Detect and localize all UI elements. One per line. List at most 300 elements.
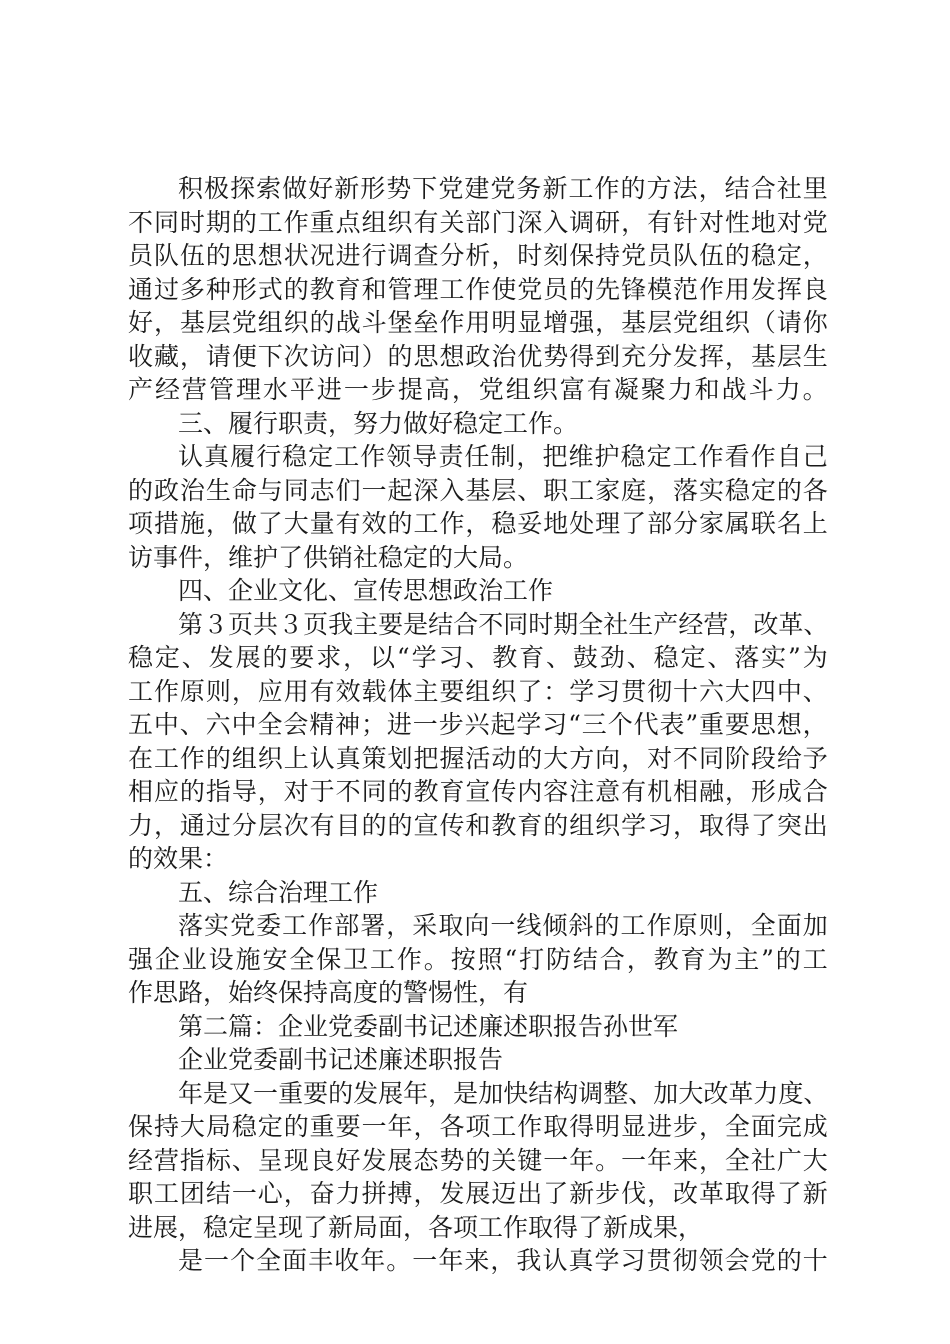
text-char: 要 — [439, 676, 465, 706]
text-char: 应 — [257, 676, 283, 706]
text-char: 得 — [569, 1112, 595, 1141]
text-char: 认 — [542, 1246, 568, 1275]
text-char: 项 — [465, 1112, 491, 1141]
text-char: 行 — [256, 442, 282, 471]
text-char: 显 — [517, 308, 543, 337]
text-char: 、 — [803, 609, 829, 639]
text-char: ， — [205, 509, 231, 538]
text-char: 以 — [370, 643, 396, 672]
text-char: 力 — [667, 375, 693, 404]
text-char: 向 — [595, 743, 621, 773]
text-char: 庭 — [621, 475, 647, 505]
text-char: ； — [361, 710, 387, 739]
text-char: ” — [761, 944, 774, 974]
text-char: 上 — [802, 509, 828, 538]
text-char: 倾 — [542, 911, 568, 940]
text-char: 工 — [672, 442, 698, 471]
text-line — [128, 340, 828, 374]
text-char: 予 — [802, 743, 828, 773]
text-char: 的 — [543, 810, 569, 840]
text-char: ， — [413, 1112, 439, 1141]
text-char: 发 — [353, 1078, 379, 1108]
text-char: 表 — [659, 710, 685, 739]
text-char: 好 — [308, 174, 334, 203]
text-char: 理 — [413, 274, 439, 304]
text-char: 下 — [257, 341, 283, 371]
text-char: 一 — [412, 710, 438, 739]
text-char: 点 — [335, 207, 361, 237]
text-char: 行 — [361, 241, 387, 270]
text-char: 发 — [750, 274, 776, 304]
text-char: 用 — [724, 274, 750, 304]
text-char: 主 — [734, 944, 760, 974]
text-char: 挥 — [776, 274, 802, 304]
text-char: 实 — [698, 475, 724, 505]
text-char: 发 — [361, 1145, 387, 1175]
text-char: 搏 — [387, 1179, 413, 1208]
text-char: 面 — [776, 911, 802, 940]
text-char: 分 — [673, 509, 699, 538]
text-char: 标 — [205, 1145, 231, 1175]
text-char: 四 — [750, 676, 776, 706]
text-char: 握 — [439, 743, 465, 773]
text-char: 部 — [465, 207, 491, 237]
text-char: 层 — [491, 475, 517, 505]
text-line — [128, 273, 828, 307]
text-char: 访 — [309, 341, 335, 371]
text-char: 时 — [179, 207, 205, 237]
text-char: 育 — [680, 944, 706, 974]
text-line — [128, 708, 828, 742]
text-char: 产 — [653, 609, 679, 639]
text-char: 大 — [678, 1078, 704, 1108]
text-char: 政 — [465, 341, 491, 371]
text-char: 向 — [464, 911, 490, 940]
text-char: 社 — [750, 1145, 776, 1175]
text-char: 快 — [503, 1078, 529, 1108]
text-char: 设 — [208, 944, 234, 974]
text-char: 防 — [546, 944, 572, 974]
text-char: 工 — [153, 743, 179, 773]
text-char: 成 — [802, 1112, 828, 1141]
text-line — [128, 775, 828, 809]
text-char: 要 — [378, 609, 404, 639]
text-char: 对 — [283, 777, 309, 806]
text-char: 有 — [586, 375, 612, 404]
text-char: 效 — [361, 509, 387, 538]
text-char: 的 — [387, 341, 413, 371]
text-char: 党 — [517, 274, 543, 304]
text-char: 完 — [776, 1112, 802, 1141]
text-char: 应 — [153, 777, 179, 806]
text-char: 为 — [802, 643, 828, 672]
text-char: 党 — [673, 308, 699, 337]
text-char: 定 — [257, 1112, 283, 1141]
text-char: 对 — [698, 207, 724, 237]
text-char: 建 — [464, 174, 490, 203]
text-char: 拼 — [361, 1179, 387, 1208]
text-char: 一 — [412, 1246, 438, 1275]
text-char: “ — [396, 643, 410, 672]
text-char: “ — [504, 944, 518, 974]
text-char: 领 — [698, 1246, 724, 1275]
text-char: 代 — [633, 710, 659, 739]
text-char: ， — [698, 1145, 724, 1175]
text-char: 势 — [439, 1145, 465, 1175]
text-char: 营 — [153, 1145, 179, 1175]
text-char: 动 — [491, 743, 517, 773]
text-char: 定 — [776, 241, 802, 270]
text-char: 了 — [517, 676, 543, 706]
text-char: 的 — [231, 207, 257, 237]
text-char: 关 — [491, 1145, 517, 1175]
text-char: 斜 — [568, 911, 594, 940]
text-char: 年 — [569, 1145, 595, 1175]
text-char: 组 — [257, 308, 283, 337]
text-char: 又 — [228, 1078, 254, 1108]
text-char: 了 — [621, 509, 647, 538]
text-char: 合 — [599, 944, 625, 974]
text-char: 精 — [309, 710, 335, 739]
text-char: 做 — [282, 174, 308, 203]
text-char: ， — [386, 911, 412, 940]
text-char: 为 — [707, 944, 733, 974]
text-char: 工 — [413, 509, 439, 538]
text-char: 主 — [353, 609, 379, 639]
text-char: 高 — [424, 375, 450, 404]
text-char: 妥 — [517, 509, 543, 538]
text-char: 增 — [543, 308, 569, 337]
text-char: 学 — [569, 676, 595, 706]
text-char: 。 — [423, 944, 449, 974]
text-char: 步 — [595, 1179, 621, 1208]
text-char: 组 — [505, 375, 531, 404]
text-char: “ — [568, 710, 581, 739]
text-line: 五、综合治理工作 — [178, 877, 379, 907]
text-char: 收 — [334, 1246, 360, 1275]
text-char: 生 — [205, 475, 231, 505]
text-char: 期 — [205, 207, 231, 237]
text-char: 社 — [603, 609, 629, 639]
text-char: 十 — [673, 676, 699, 706]
text-char: 。 — [595, 1145, 621, 1175]
text-char: 任 — [464, 442, 490, 471]
text-char: 革 — [728, 1078, 754, 1108]
text-char: 职 — [128, 1179, 154, 1208]
text-char: 导 — [412, 442, 438, 471]
text-char: 锋 — [621, 274, 647, 304]
text-char: 步 — [370, 375, 396, 404]
text-char: 展 — [465, 1179, 491, 1208]
text-char: 划 — [387, 743, 413, 773]
text-char: 业 — [181, 944, 207, 974]
text-char: 效 — [335, 676, 361, 706]
text-char: 得 — [724, 810, 750, 840]
text-char: 和 — [465, 810, 491, 840]
text-char: ， — [724, 341, 750, 371]
text-char: ， — [428, 1078, 454, 1108]
text-char: 织 — [724, 308, 750, 337]
text-char: 稳 — [282, 442, 308, 471]
text-char: 的 — [387, 509, 413, 538]
text-char: 大 — [543, 743, 569, 773]
text-char: 层 — [257, 810, 283, 840]
text-char: 年 — [403, 1078, 429, 1108]
text-char: 水 — [262, 375, 288, 404]
text-char: ， — [647, 475, 673, 505]
text-char: 同 — [503, 609, 529, 639]
text-char: 生 — [802, 341, 828, 371]
text-char: 党 — [231, 308, 257, 337]
text-char: 、 — [628, 1078, 654, 1108]
text-char: 重 — [309, 1112, 335, 1141]
text-char: 作 — [698, 442, 724, 471]
text-char: ， — [179, 341, 205, 371]
text-char: 保 — [128, 1112, 154, 1141]
text-char: 成 — [776, 777, 802, 806]
text-char: ， — [647, 1179, 673, 1208]
text-char: 进 — [316, 375, 342, 404]
text-char: 十 — [802, 1246, 828, 1275]
text-char: 伐 — [621, 1179, 647, 1208]
text-char: ， — [626, 944, 652, 974]
text-char: 阶 — [724, 743, 750, 773]
text-char: 年 — [438, 1246, 464, 1275]
text-char: 属 — [724, 509, 750, 538]
text-char: 落 — [734, 643, 760, 672]
text-char: 各 — [802, 475, 828, 505]
text-char: 施 — [179, 509, 205, 538]
text-char: 有 — [309, 810, 335, 840]
text-char: 调 — [569, 207, 595, 237]
text-line — [128, 943, 828, 977]
text-char: 斗 — [361, 308, 387, 337]
text-char: 加 — [478, 1078, 504, 1108]
text-char: 的 — [569, 274, 595, 304]
text-char: 势 — [543, 341, 569, 371]
text-line — [128, 474, 828, 508]
text-char: 进 — [647, 1112, 673, 1141]
text-char: 党 — [478, 375, 504, 404]
text-char: 一 — [343, 375, 369, 404]
text-char: 的 — [205, 743, 231, 773]
text-char: 和 — [361, 274, 387, 304]
text-char: 力 — [775, 375, 801, 404]
text-char: 习 — [595, 676, 621, 706]
text-char: 家 — [698, 509, 724, 538]
text-char: 全 — [578, 609, 604, 639]
text-char: 有 — [413, 207, 439, 237]
text-char: 发 — [673, 341, 699, 371]
text-char: 己 — [802, 442, 828, 471]
text-char: 员 — [543, 274, 569, 304]
text-char: 一 — [490, 911, 516, 940]
text-char: 探 — [230, 174, 256, 203]
text-char: 治 — [179, 475, 205, 505]
text-char: 习 — [438, 643, 464, 672]
text-char: 重 — [278, 1078, 304, 1108]
text-char: 护 — [594, 442, 620, 471]
text-char: 形 — [750, 777, 776, 806]
text-char: 的 — [283, 274, 309, 304]
text-char: 面 — [282, 1246, 308, 1275]
text-char: 项 — [128, 509, 154, 538]
text-char: 贯 — [621, 676, 647, 706]
text-char: ， — [698, 1112, 724, 1141]
text-char: 相 — [128, 777, 154, 806]
text-char: 员 — [647, 241, 673, 270]
text-char: 来 — [464, 1246, 490, 1275]
text-char: 营 — [181, 375, 207, 404]
text-char: 基 — [621, 308, 647, 337]
text-char: 是 — [453, 1078, 479, 1108]
text-char: 法 — [672, 174, 698, 203]
text-char: 结 — [428, 609, 454, 639]
text-char: 产 — [128, 375, 154, 404]
text-char: ３ — [203, 609, 229, 639]
text-char: 析 — [465, 241, 491, 270]
text-char: 基 — [179, 308, 205, 337]
text-char: 保 — [569, 241, 595, 270]
text-char: 同 — [283, 475, 309, 505]
text-char: 全 — [256, 1246, 282, 1275]
text-char: 贯 — [646, 1246, 672, 1275]
text-char: 一 — [361, 475, 387, 505]
text-char: 入 — [439, 475, 465, 505]
text-char: 有 — [309, 676, 335, 706]
text-char: ， — [802, 710, 828, 739]
text-char: 取 — [438, 911, 464, 940]
text-char: 彻 — [647, 676, 673, 706]
text-char: 学 — [594, 1246, 620, 1275]
text-char: 策 — [361, 743, 387, 773]
text-char: 目 — [335, 810, 361, 840]
text-char: 彻 — [672, 1246, 698, 1275]
text-char: 职 — [543, 475, 569, 505]
text-char: ， — [413, 1179, 439, 1208]
text-char: 的 — [328, 1078, 354, 1108]
text-char: 革 — [698, 1179, 724, 1208]
text-line — [128, 641, 828, 675]
text-char: 你 — [802, 308, 828, 337]
text-char: 请 — [205, 341, 231, 371]
text-char: 持 — [595, 241, 621, 270]
text-char: 想 — [439, 341, 465, 371]
text-char: 极 — [204, 174, 230, 203]
text-line — [128, 909, 828, 943]
text-char: 挥 — [698, 341, 724, 371]
text-line — [128, 1177, 828, 1211]
text-char: 富 — [559, 375, 585, 404]
text-char: 稳 — [653, 643, 679, 672]
text-char: 员 — [128, 241, 154, 270]
text-char: 党 — [438, 174, 464, 203]
text-char: 队 — [153, 241, 179, 270]
text-char: 藏 — [153, 341, 179, 371]
text-char: 命 — [231, 475, 257, 505]
text-char: 新 — [802, 1179, 828, 1208]
text-char: 调 — [387, 241, 413, 270]
text-char: 是 — [203, 1078, 229, 1108]
text-char: ， — [728, 609, 754, 639]
text-char: 卫 — [343, 944, 369, 974]
text-line: 访事件，维护了供销社稳定的大局。 — [128, 542, 529, 572]
text-char: ， — [465, 509, 491, 538]
text-char: 是 — [178, 1246, 204, 1275]
text-char: 段 — [750, 743, 776, 773]
text-char: 工 — [334, 442, 360, 471]
text-char: 大 — [802, 1145, 828, 1175]
text-line — [128, 172, 828, 206]
text-char: 的 — [262, 643, 288, 672]
text-char: 团 — [179, 1179, 205, 1208]
text-char: 形 — [231, 274, 257, 304]
text-char: 队 — [673, 241, 699, 270]
text-char: 一 — [621, 1145, 647, 1175]
text-char: ， — [516, 442, 542, 471]
text-char: 战 — [335, 308, 361, 337]
text-char: 斗 — [748, 375, 774, 404]
text-char: 组 — [698, 308, 724, 337]
text-char: 要 — [335, 1112, 361, 1141]
text-char: 深 — [517, 207, 543, 237]
text-char: 织 — [491, 676, 517, 706]
text-char: ， — [698, 174, 724, 203]
text-char: 展 — [378, 1078, 404, 1108]
text-char: ， — [153, 308, 179, 337]
text-char: 的 — [776, 1246, 802, 1275]
text-char: 入 — [543, 207, 569, 237]
text-char: 问 — [335, 341, 361, 371]
text-char: 发 — [208, 643, 234, 672]
text-char: 基 — [750, 341, 776, 371]
text-char: 充 — [621, 341, 647, 371]
text-char: 新 — [569, 1179, 595, 1208]
text-char: 作 — [698, 274, 724, 304]
text-char: 不 — [335, 777, 361, 806]
text-char: 况 — [309, 241, 335, 270]
text-char: 教 — [491, 810, 517, 840]
text-char: 对 — [647, 743, 673, 773]
text-char: 突 — [776, 810, 802, 840]
text-char: 大 — [179, 1112, 205, 1141]
text-char: ， — [595, 308, 621, 337]
text-char: ， — [343, 643, 369, 672]
text-char: 的 — [465, 1145, 491, 1175]
text-char: 力 — [128, 810, 154, 840]
text-char: 劲 — [599, 643, 625, 672]
text-char: 同 — [361, 777, 387, 806]
text-char: 持 — [153, 1112, 179, 1141]
text-char: 作 — [646, 911, 672, 940]
text-char: 起 — [387, 475, 413, 505]
text-char: 方 — [646, 174, 672, 203]
text-char: 层 — [776, 341, 802, 371]
text-char: 明 — [491, 308, 517, 337]
text-char: 兴 — [464, 710, 490, 739]
text-char: 地 — [750, 207, 776, 237]
text-char: 工 — [282, 911, 308, 940]
text-char: 工 — [568, 174, 594, 203]
text-char: 领 — [386, 442, 412, 471]
text-char: 要 — [289, 643, 315, 672]
text-char: 用 — [283, 676, 309, 706]
text-char: 习 — [620, 1246, 646, 1275]
text-char: 了 — [750, 810, 776, 840]
text-char: 不 — [673, 743, 699, 773]
text-char: 、 — [803, 1078, 829, 1108]
text-char: 中 — [153, 710, 179, 739]
